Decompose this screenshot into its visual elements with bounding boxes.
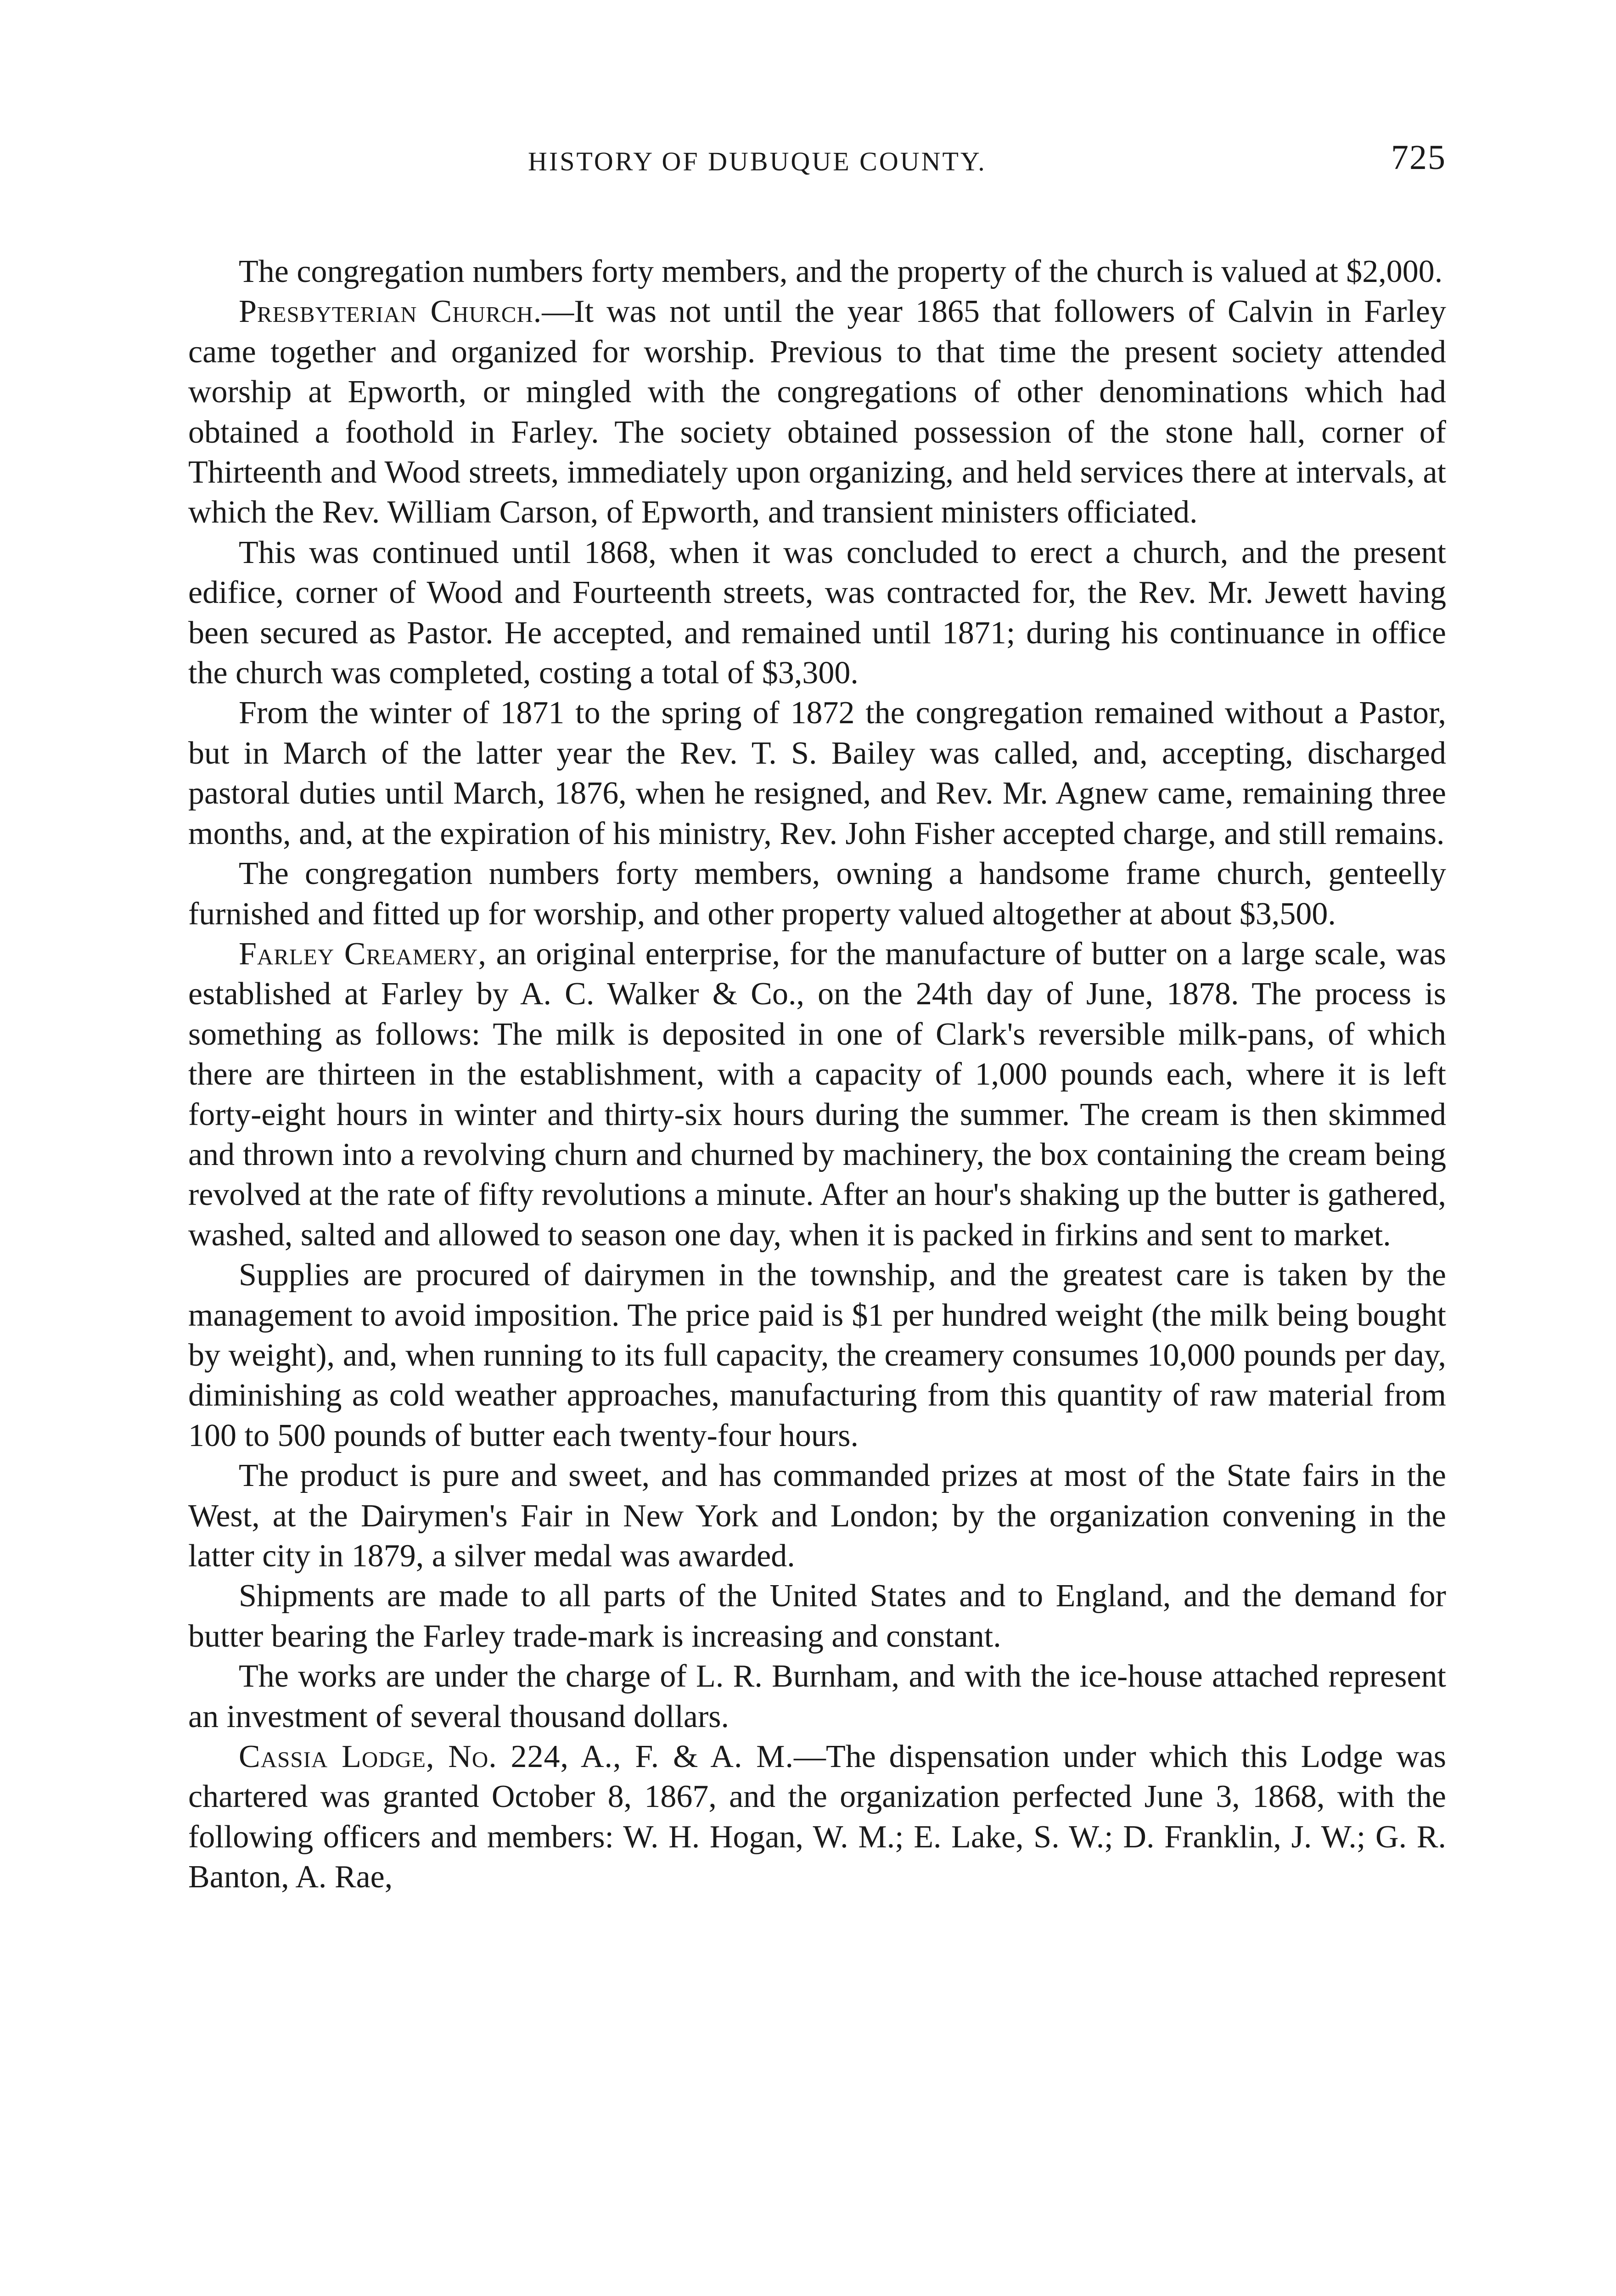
running-title: HISTORY OF DUBUQUE COUNTY. <box>528 146 987 176</box>
paragraph-text: The works are under the charge of L. R. Burnham, and with the ice-house attached represent an investment of several thousand dollars. <box>188 1659 1446 1734</box>
paragraph-text: Shipments are made to all parts of the United States and to England, and the demand for butter bearing the Farley trade-mark is increasing and constant. <box>188 1578 1446 1654</box>
paragraph-text: The congregation numbers forty members, owning a handsome frame church, genteelly furnished and fitted up for worship, and other property valued altogether at about $3,500. <box>188 856 1446 932</box>
paragraph-cassia-lodge <box>188 1737 1446 1897</box>
paragraph-text: This was continued until 1868, when it was concluded to erect a church, and the present edifice, corner of Wood and Fourteenth streets, was contracted for, the Rev. Mr. Jewett having been secured as Pastor. He accepted, and remained until 1871; during his continuance in office the church was completed, costing a total of $3,300. <box>188 535 1446 691</box>
section-heading-cassia-lodge: Cassia Lodge, No. 224, A., F. & A. M. <box>239 1739 794 1775</box>
paragraph-text: an original enterprise, for the manufacture of butter on a large scale, was established at Farley by A. C. Walker & Co., on the 24th day of June, 1878. The process is something as follows: The milk is deposited in one of Clark's reversible milk-pans, of which there are thirteen in the establishment, with a capacity of 1,000 pounds each, where it is left forty-eight hours in winter and thirty-six hours during the summer. The cream is then skimmed and thrown into a revolving churn and churned by machinery, the box containing the cream being revolved at the rate of fifty revolutions a minute. After an hour's shaking up the butter is gathered, washed, salted and allowed to season one day, when it is packed in firkins and sent to market. <box>188 936 1446 1253</box>
paragraph-supplies <box>188 1255 1446 1456</box>
paragraph-text: Supplies are procured of dairymen in the township, and the greatest care is taken by the management to avoid imposition. The price paid is $1 per hundred weight (the milk being bought by weight), and, when running to its full capacity, the creamery consumes 10,000 pounds per day, diminishing as cold weather approaches, manufacturing from this quantity of raw material from 100 to 500 pounds of butter each twenty-four hours. <box>188 1257 1446 1453</box>
paragraph-text: From the winter of 1871 to the spring of 1872 the congregation remained without a Pastor, but in March of the latter year the Rev. T. S. Bailey was called, and, accepting, discharged pastoral duties until March, 1876, when he resigned, and Rev. Mr. Agnew came, remaining three months, and, at the expiration of his ministry, Rev. John Fisher accepted charge, and still remains. <box>188 695 1446 851</box>
paragraph-presbyterian-church <box>188 292 1446 532</box>
paragraph-product-prizes <box>188 1456 1446 1576</box>
paragraph-church-value <box>188 252 1446 292</box>
paragraph-text: The product is pure and sweet, and has commanded prizes at most of the State fairs in the West, at the Dairymen's Fair in New York and London; by the organization convening in the latter city in 1879, a silver medal was awarded. <box>188 1458 1446 1574</box>
paragraph-works-charge <box>188 1656 1446 1737</box>
paragraph-text: —It was not until the year 1865 that followers of Calvin in Farley came together and organized for worship. Previous to that time the present society attended worship at Epworth, or mingled with the congregations of other denominations which had obtained a foothold in Farley. The society obtained possession of the stone hall, corner of Thirteenth and Wood streets, immediately upon organizing, and held services there at intervals, at which the Rev. William Carson, of Epworth, and transient ministers officiated. <box>188 294 1446 530</box>
paragraph-shipments <box>188 1576 1446 1656</box>
running-head <box>188 138 1446 188</box>
paragraph-text: The congregation numbers forty members, and the property of the church is valued at $2,000. <box>239 254 1443 289</box>
paragraph-congregation-property <box>188 854 1446 934</box>
section-heading-presbyterian-church: Presbyterian Church. <box>239 294 542 330</box>
paragraph-church-construction <box>188 533 1446 693</box>
section-heading-farley-creamery: Farley Creamery, <box>239 936 487 972</box>
paragraph-text: —The dispensation under which this Lodge was chartered was granted October 8, 1867, and the organization perfected June 3, 1868, with the following officers and members: W. H. Hogan, W. M.; E. Lake, S. W.; D. Franklin, J. W.; G. R. Banton, A. Rae, <box>188 1739 1446 1895</box>
paragraph-pastors <box>188 693 1446 854</box>
page-number: 725 <box>1391 138 1446 177</box>
body-text <box>188 252 1446 1897</box>
paragraph-farley-creamery <box>188 934 1446 1255</box>
